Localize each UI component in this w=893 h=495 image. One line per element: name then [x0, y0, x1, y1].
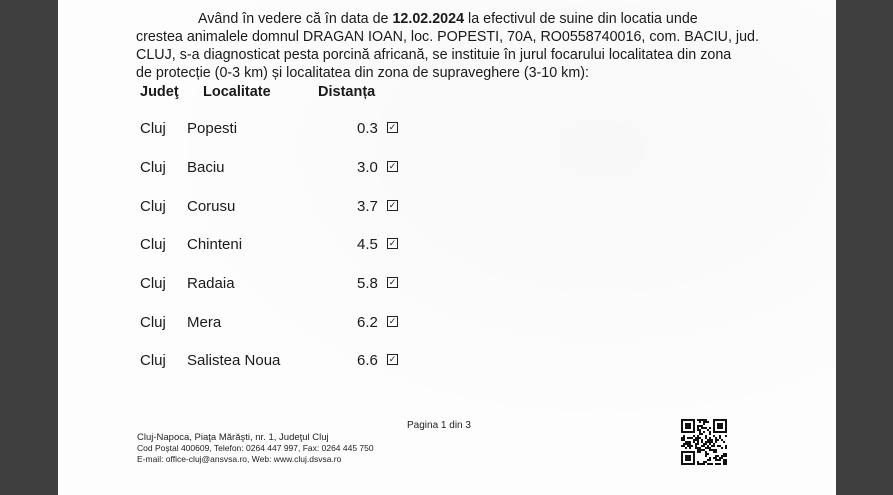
row-judet: Cluj: [140, 198, 166, 215]
row-distanta: 3.7: [357, 198, 378, 215]
row-localitate: Salistea Noua: [187, 352, 281, 369]
checkbox-checked-icon: ✓: [388, 238, 397, 248]
qr-code-icon: [681, 419, 727, 465]
row-distanta: 4.5: [357, 236, 378, 253]
intro-line-2: crestea animalele domnul DRAGAN IOAN, loc. POPESTI, 70A, RO0558740016, com. BACIU, jud.: [136, 29, 759, 45]
footer-line-2: Cod Poştal 400609, Telefon: 0264 447 997, Fax: 0264 445 750: [137, 443, 374, 453]
table-row: [58, 314, 836, 334]
outbreak-date: 12.02.2024: [392, 11, 465, 27]
row-localitate: Chinteni: [187, 236, 243, 253]
checkbox-checked-icon: ✓: [388, 122, 397, 132]
document-page: [58, 0, 836, 495]
row-judet: Cluj: [140, 159, 166, 176]
row-distanta: 5.8: [357, 275, 378, 292]
table-row: [58, 198, 836, 218]
intro-paragraph: [136, 10, 766, 82]
checkbox-checked-icon: ✓: [388, 277, 397, 287]
intro-text: Având în vedere că în data de: [198, 11, 393, 27]
intro-line-1: [136, 10, 766, 28]
row-distanta: 0.3: [357, 120, 378, 137]
intro-text: la efectivul de suine din locatia unde: [464, 11, 698, 27]
row-judet: Cluj: [140, 120, 166, 137]
footer-address: [137, 432, 374, 465]
checkbox-checked-icon: ✓: [388, 354, 397, 364]
row-judet: Cluj: [140, 352, 166, 369]
table-row: [58, 352, 836, 372]
row-distanta: 6.2: [357, 314, 378, 331]
header-judet: Judeţ: [140, 84, 179, 100]
intro-line-4: de protecție (0-3 km) și localitatea din zona de supraveghere (3-10 km):: [136, 65, 589, 81]
row-localitate: Radaia: [187, 275, 235, 292]
row-localitate: Mera: [187, 314, 222, 331]
checkbox-checked-icon: ✓: [388, 161, 397, 171]
header-distanta: Distanța: [318, 84, 376, 100]
table-row: [58, 120, 836, 140]
checkbox-checked-icon: ✓: [388, 200, 397, 210]
footer-line-1: Cluj-Napoca, Piaţa Mărăşti, nr. 1, Judeţul Cluj: [137, 432, 329, 443]
page-indicator: Pagina 1 din 3: [407, 420, 471, 431]
table-row: [58, 236, 836, 256]
row-localitate: Baciu: [187, 159, 225, 176]
table-row: [58, 159, 836, 179]
intro-line-3: CLUJ, s-a diagnosticat pesta porcină africană, se instituie în jurul focarului localitatea din zona: [136, 47, 732, 63]
row-judet: Cluj: [140, 275, 166, 292]
row-judet: Cluj: [140, 236, 166, 253]
row-distanta: 3.0: [357, 159, 378, 176]
checkbox-checked-icon: ✓: [388, 316, 397, 326]
header-localitate: Localitate: [203, 84, 271, 100]
table-row: [58, 275, 836, 295]
row-localitate: Corusu: [187, 198, 236, 215]
row-judet: Cluj: [140, 314, 166, 331]
footer-line-3: E-mail: office-cluj@ansvsa.ro, Web: www.cluj.dsvsa.ro: [137, 454, 342, 464]
row-distanta: 6.6: [357, 352, 378, 369]
row-localitate: Popesti: [187, 120, 238, 137]
